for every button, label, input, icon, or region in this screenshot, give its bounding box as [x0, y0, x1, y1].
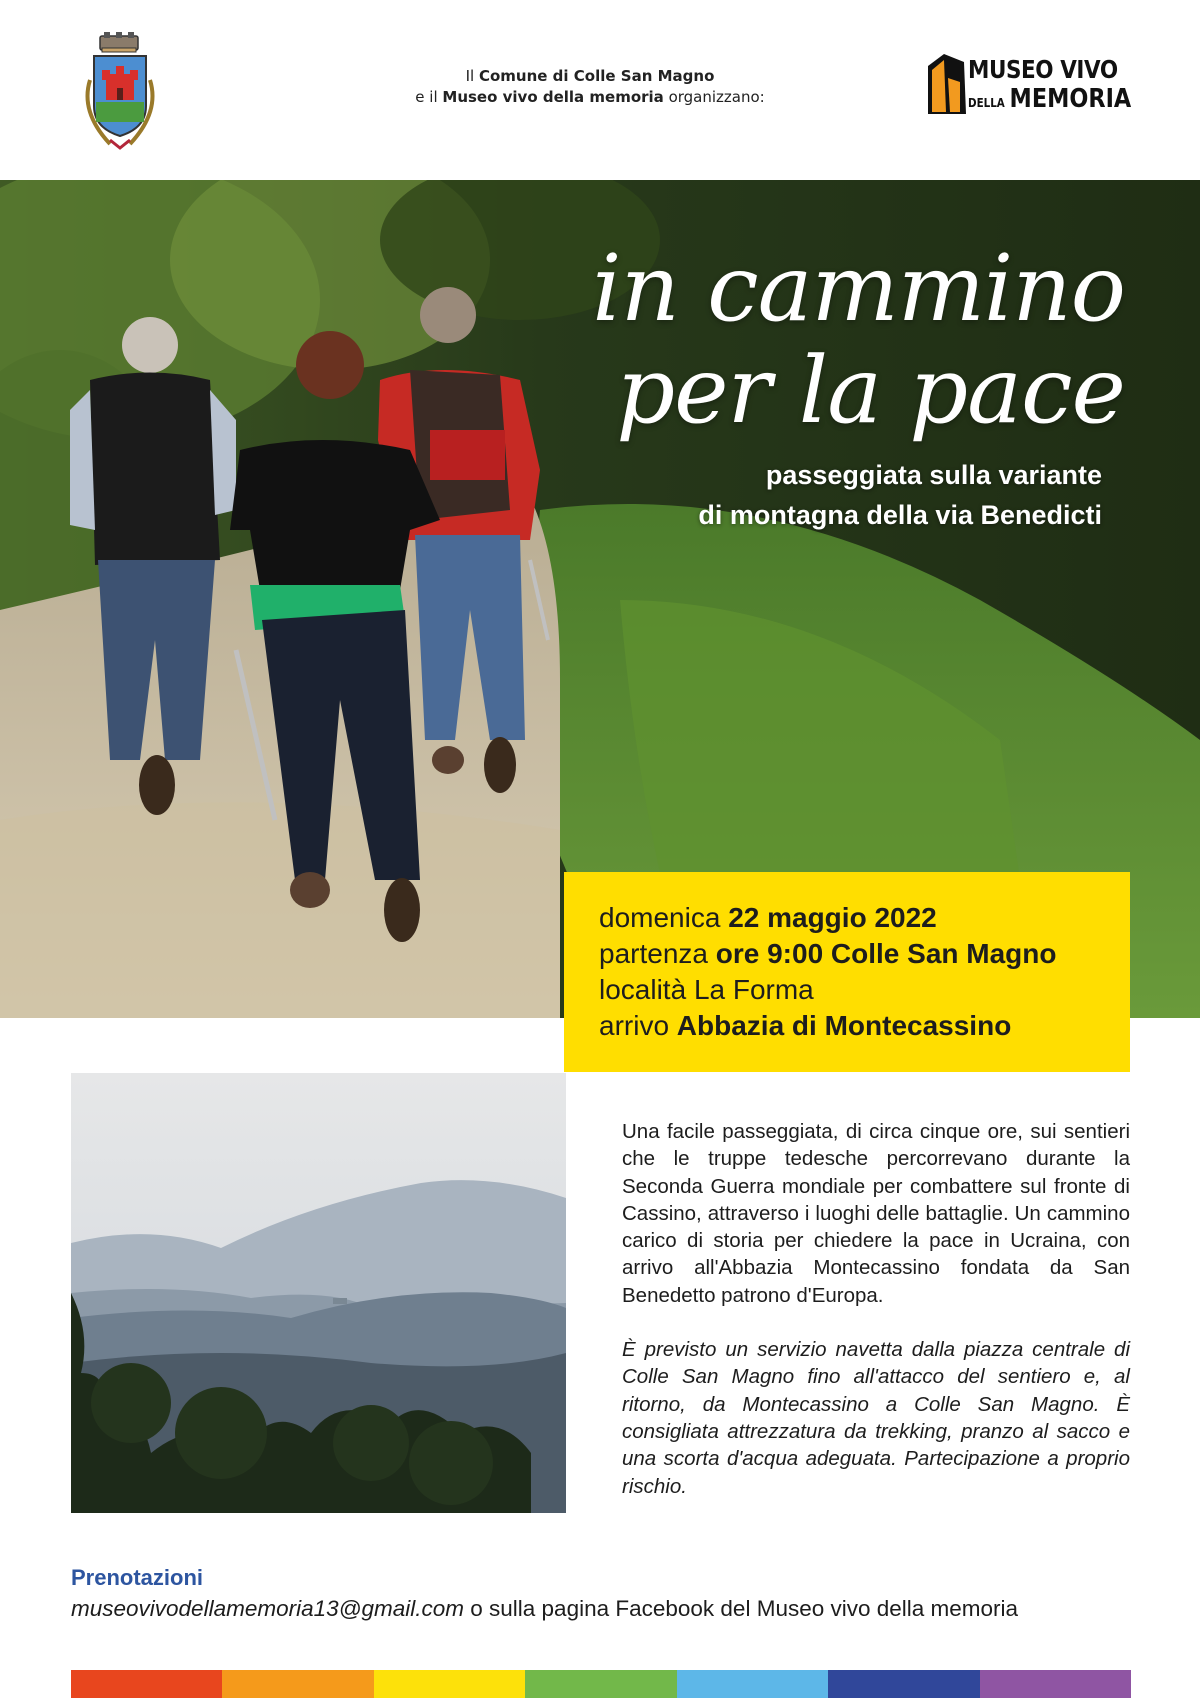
- museo-logo-memoria: MEMORIA: [1009, 84, 1132, 114]
- museo-vivo-logo-icon: [924, 52, 970, 118]
- organizers-note: [400, 66, 780, 108]
- rainbow-stripe-orange: [222, 1670, 373, 1698]
- rainbow-stripe-blue: [828, 1670, 979, 1698]
- organizer-museo: Museo vivo della memoria: [442, 88, 664, 106]
- hero-title-line-1: in cammino: [592, 235, 1125, 342]
- hero-subtitle-line-1: passeggiata sulla variante: [765, 460, 1102, 490]
- organizers-line-1: Il Comune di Colle San Magno: [465, 67, 715, 85]
- booking-facebook-text: o sulla pagina Facebook del Museo vivo della memoria: [464, 1596, 1019, 1621]
- museo-vivo-logo: [924, 50, 1132, 120]
- event-description: [622, 1118, 1130, 1500]
- organizers-line-2: e il Museo vivo della memoria organizzano:: [415, 88, 765, 106]
- rainbow-stripe-light-blue: [677, 1670, 828, 1698]
- landscape-photo-montecassino: [71, 1073, 566, 1513]
- event-departure: partenza ore 9:00 Colle San Magno: [599, 938, 1057, 969]
- booking-title: Prenotazioni: [71, 1565, 204, 1590]
- hero-title-line-2: per la pace: [616, 337, 1125, 444]
- organizer-comune: Comune di Colle San Magno: [478, 67, 715, 85]
- rainbow-stripe-green: [525, 1670, 676, 1698]
- event-date: domenica 22 maggio 2022: [599, 902, 937, 933]
- event-place: località La Forma: [599, 974, 814, 1005]
- hero-subtitle: [698, 455, 1102, 535]
- museo-logo-della: DELLA: [968, 96, 1005, 110]
- description-paragraph-2: È previsto un servizio navetta dalla piazza centrale di Colle San Magno fino all'attacco del sentiero e, al ritorno, da Montecassino a Colle San Magno. È consigliata attrezzatura da trekking, pranzo al sacco e una scorta d'acqua adeguata. Partecipazione a proprio rischio.: [622, 1338, 1130, 1498]
- rainbow-stripe-yellow: [374, 1670, 525, 1698]
- rainbow-peace-bar: [71, 1670, 1131, 1698]
- hero-subtitle-line-2: di montagna della via Benedicti: [698, 500, 1102, 530]
- museo-logo-line1: MUSEO VIVO: [968, 55, 1118, 84]
- rainbow-stripe-red: [71, 1670, 222, 1698]
- municipal-crest-icon: [80, 32, 160, 150]
- hero-title: [592, 235, 1125, 444]
- rainbow-stripe-purple: [980, 1670, 1131, 1698]
- booking-email-link[interactable]: museovivodellamemoria13@gmail.com: [71, 1596, 464, 1621]
- booking-line: [71, 1596, 1018, 1622]
- description-paragraph-1: Una facile passeggiata, di circa cinque ore, sui sentieri che le truppe tedesche percorrevano durante la Seconda Guerra mondiale per combattere sul fronte di Cassino, attraverso i luoghi delle battaglie. Un cammino carico di storia per chiedere la pace in Ucraina, con arrivo all'Abbazia Montecassino fondata da San Benedetto patrono d'Europa.: [622, 1120, 1130, 1307]
- event-arrival: arrivo Abbazia di Montecassino: [599, 1010, 1012, 1041]
- event-info-box: [564, 872, 1130, 1072]
